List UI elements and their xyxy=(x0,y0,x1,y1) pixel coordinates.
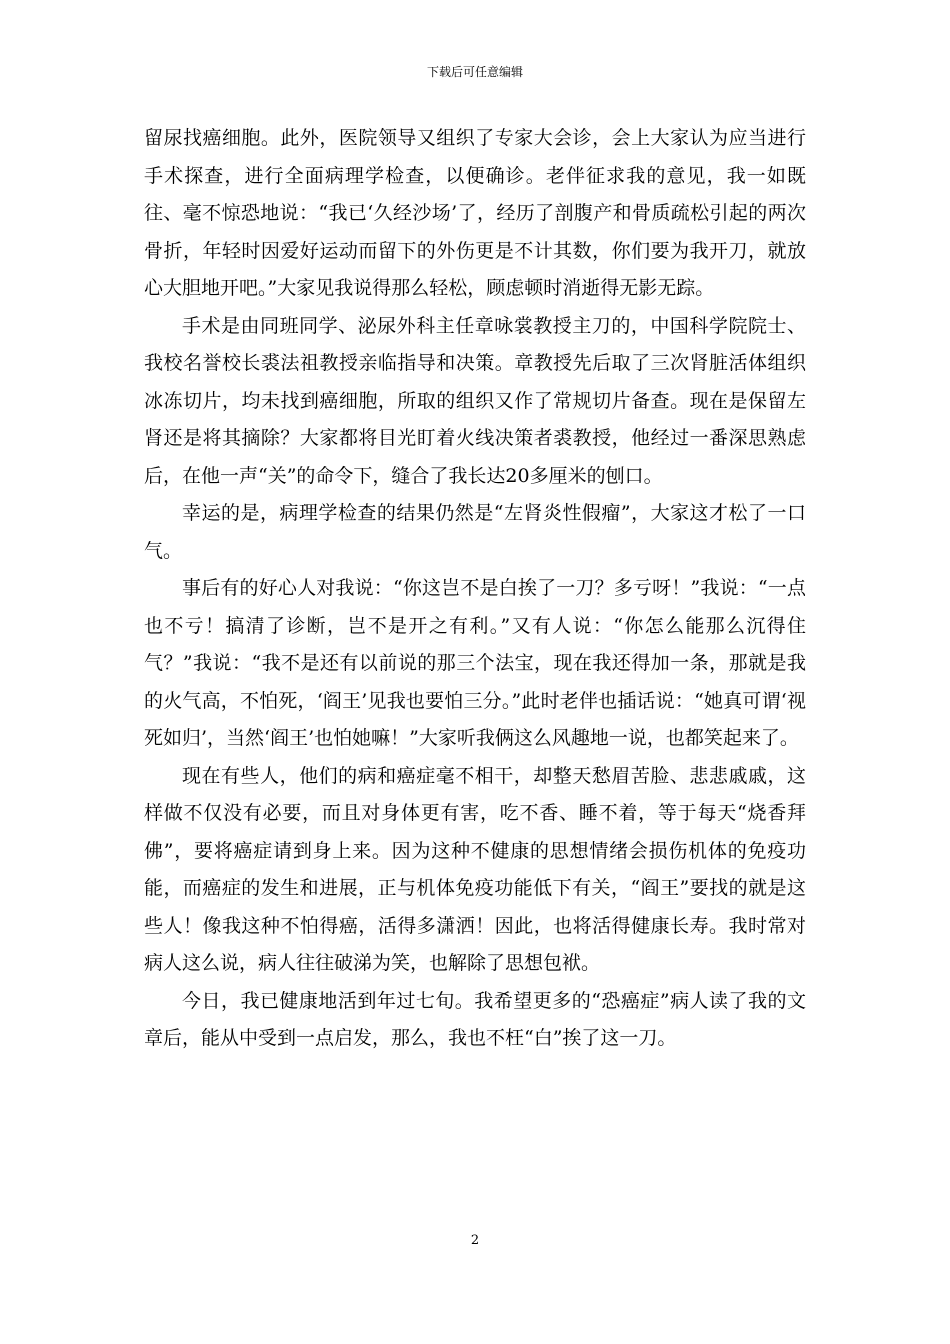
paragraph: 今日，我已健康地活到年过七旬。我希望更多的“恐癌症”病人读了我的文章后，能从中受到一点启发，那么，我也不枉“白”挨了这一刀。 xyxy=(144,989,806,1049)
paragraph-continued: 留尿找癌细胞。此外，医院领导又组织了专家大会诊，会上大家认为应当进行手术探查，进行全面病理学检查，以便确诊。老伴征求我的意见，我一如既往、毫不惊恐地说：“我已‘久经沙场’了，经历了剖腹产和骨质疏松引起的两次骨折，年轻时因爱好运动而留下的外伤更是不计其数，你们要为我开刀，就放心大胆地开吧。”大家见我说得那么轻松，顾虑顿时消逝得无影无踪。 xyxy=(144,127,806,299)
page-header: 下载后可任意编辑 xyxy=(426,65,523,79)
paragraph: 现在有些人，他们的病和癌症毫不相干，却整天愁眉苦脸、悲悲戚戚，这样做不仅没有必要，而且对身体更有害，吃不香、睡不着，等于每天“烧香拜佛”，要将癌症请到身上来。因为这种不健康的思想情绪会损伤机体的免疫功能，而癌症的发生和进展，正与机体免疫功能低下有关，“阎王”要找的就是这些人！像我这种不怕得癌，活得多潇洒！因此，也将活得健康长寿。我时常对病人这么说，病人往往破涕为笑，也解除了思想包袱。 xyxy=(144,764,806,974)
paragraph: 事后有的好心人对我说：“你这岂不是白挨了一刀？多亏呀！”我说：“一点也不亏！搞清了诊断，岂不是开之有利。”又有人说：“你怎么能那么沉得住气？”我说：“我不是还有以前说的那三个法宝，现在我还得加一条，那就是我的火气高，不怕死，‘阎王’见我也要怕三分。”此时老伴也插话说：“她真可谓‘视死如归’，当然‘阎王’也怕她嘛！”大家听我俩这么风趣地一说，也都笑起来了。 xyxy=(144,577,806,749)
page-number: 2 xyxy=(470,1233,480,1248)
paragraph: 手术是由同班同学、泌尿外科主任章咏裳教授主刀的，中国科学院院士、我校名誉校长裘法祖教授亲临指导和决策。章教授先后取了三次肾脏活体组织冰冻切片，均未找到癌细胞，所取的组织又作了常规切片备查。现在是保留左肾还是将其摘除？大家都将目光盯着火线决策者裘教授，他经过一番深思熟虑后，在他一声“关”的命令下，缝合了我长达20多厘米的刨口。 xyxy=(144,314,806,487)
paragraph: 幸运的是，病理学检查的结果仍然是“左肾炎性假瘤”，大家这才松了一口气。 xyxy=(144,502,806,562)
document-body xyxy=(144,120,806,1058)
